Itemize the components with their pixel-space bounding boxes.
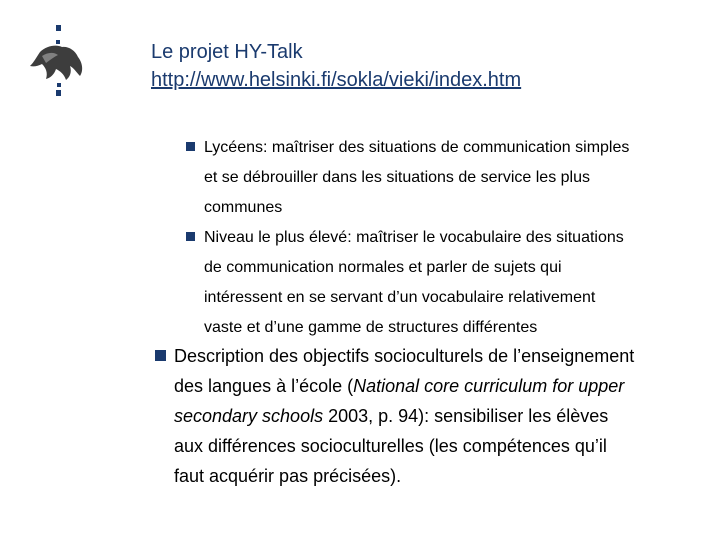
bullet-description <box>155 341 705 491</box>
project-url-link[interactable]: http://www.helsinki.fi/sokla/vieki/index.htm <box>151 69 522 91</box>
text-segment: 2003, p. 94): sensibiliser les élèves <box>323 406 609 426</box>
square-bullet-icon <box>155 350 166 361</box>
bullet-text-line: de communication normales et parler de sujets qui <box>204 259 562 276</box>
bullet-lyceens <box>186 133 706 223</box>
page-title: Le projet HY-Talk <box>151 41 303 63</box>
bullet-text-line: Niveau le plus élevé: maîtriser le vocabulaire des situations <box>204 229 624 246</box>
bullet-niveau <box>186 223 706 343</box>
text-segment: des langues à l’école ( <box>174 376 354 396</box>
bullet-text-line: Description des objectifs socioculturels de l’enseignement <box>174 346 635 366</box>
square-bullet-icon <box>186 142 195 151</box>
italic-title-segment: secondary schools <box>174 406 324 426</box>
bullet-text-line: vaste et d’une gamme de structures différentes <box>204 319 538 336</box>
university-logo-icon <box>20 22 92 98</box>
bullet-text-line: aux différences socioculturelles (les compétences qu’il <box>174 436 607 456</box>
bullet-text-line: faut acquérir pas précisées). <box>174 466 402 486</box>
bullet-text-line: et se débrouiller dans les situations de service les plus <box>204 169 590 186</box>
title-block <box>151 38 521 94</box>
bullet-text-line: intéressent en se servant d’un vocabulaire relativement <box>204 289 596 306</box>
italic-title-segment: National core curriculum for upper <box>353 376 625 396</box>
bullet-text-line <box>155 371 705 401</box>
bullet-text-line <box>155 401 705 431</box>
bullet-text-line: Lycéens: maîtriser des situations de communication simples <box>204 139 630 156</box>
square-bullet-icon <box>186 232 195 241</box>
bullet-text-line: communes <box>204 199 283 216</box>
